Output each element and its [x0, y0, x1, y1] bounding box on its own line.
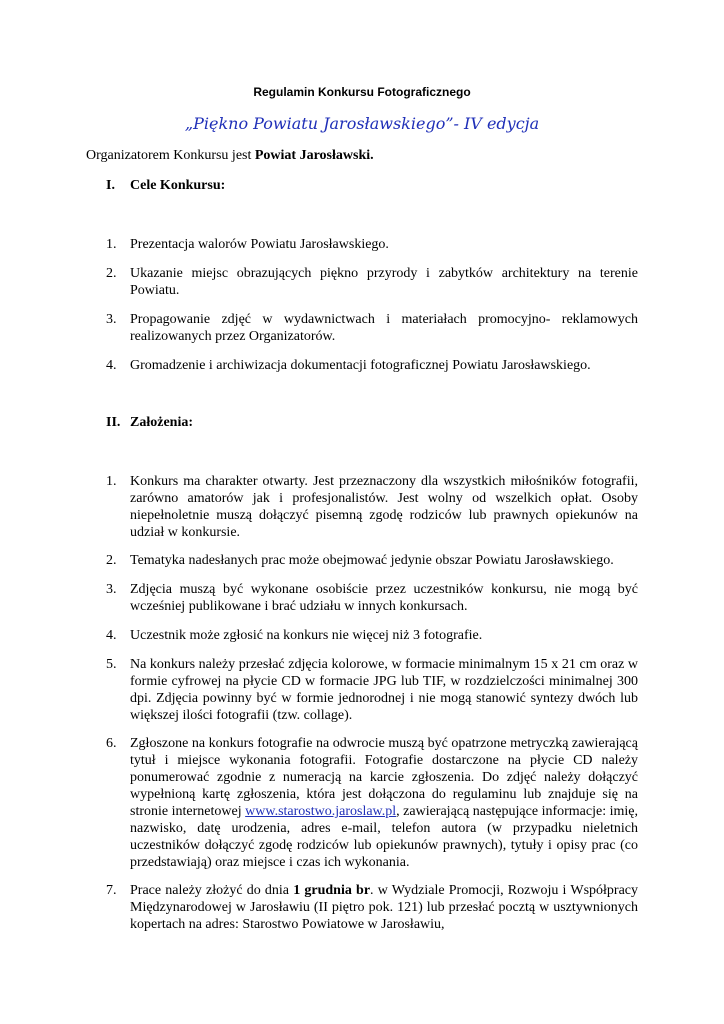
- section-title: Cele Konkursu:: [130, 178, 226, 193]
- item-number: 5.: [106, 657, 117, 672]
- item-number: 1.: [106, 237, 117, 252]
- section-number: I.: [106, 178, 115, 193]
- list-item: [106, 735, 638, 871]
- list-item: [106, 311, 638, 345]
- item-text: Ukazanie miejsc obrazujących piękno przyrody i zabytków architektury na terenie Powiatu.: [130, 266, 638, 298]
- item-number: 6.: [106, 736, 117, 751]
- document-subtitle: „Piękno Powiatu Jarosławskiego”- IV edycja: [184, 114, 540, 133]
- item-text: Propagowanie zdjęć w wydawnictwach i materiałach promocyjno- reklamowych realizowanych przez Organizatorów.: [130, 312, 638, 344]
- item-text-end: . w Wydziale Promocji, Rozwoju i Współpracy Międzynarodowej w Jarosławiu (II piętro pok. 121) lub przesłać pocztą w usztywnionych kopertach na adres: Starostwo Powiatowe w Jarosławiu,: [130, 883, 638, 932]
- section-heading-assumptions: [106, 415, 193, 431]
- list-item: [106, 236, 638, 253]
- section-number: II.: [106, 415, 121, 430]
- item-text: Prezentacja walorów Powiatu Jarosławskiego.: [130, 237, 389, 252]
- website-link[interactable]: www.starostwo.jaroslaw.pl: [245, 804, 397, 819]
- list-item: [106, 552, 638, 569]
- document-title: Regulamin Konkursu Fotograficznego: [253, 85, 471, 99]
- item-text-start: Prace należy złożyć do dnia: [130, 883, 294, 898]
- item-text: Na konkurs należy przesłać zdjęcia kolorowe, w formacie minimalnym 15 x 21 cm oraz w formie cyfrowej na płycie CD w formacie JPG lub TIF, w rozdzielczości minimalnej 300 dpi. Zdjęcia powinny być w formie jednorodnej i nie mogą stanowić syntezy dwóch lub większej ilości fotografii (tzw. collage).: [130, 657, 638, 723]
- item-number: 3.: [106, 582, 117, 597]
- item-text: Gromadzenie i archiwizacja dokumentacji fotograficznej Powiatu Jarosławskiego.: [130, 358, 591, 373]
- item-text: Zdjęcia muszą być wykonane osobiście przez uczestników konkursu, nie mogą być wcześniej publikowane i brać udziału w innych konkursach.: [130, 582, 638, 614]
- list-item: [106, 265, 638, 299]
- list-item: [106, 656, 638, 724]
- list-item: [106, 882, 638, 933]
- list-item: [106, 357, 638, 374]
- item-text-start: Zgłoszone na konkurs fotografie na odwrocie muszą być opatrzone metryczką zawierającą tytuł i miejsce wykonania fotografii. Fotografie dostarczone na płycie CD należy ponumerować zgodnie z numeracją na karcie zgłoszenia. Do zdjęć należy dołączyć wypełnioną kartę zgłoszenia, która jest dołączona do regulaminu lub znajduje się na stronie internetowej: [130, 736, 638, 819]
- item-number: 4.: [106, 628, 117, 643]
- item-text: Uczestnik może zgłosić na konkurs nie więcej niż 3 fotografie.: [130, 628, 483, 643]
- organizer-name: Powiat Jarosławski.: [254, 148, 374, 163]
- organizer-line: [86, 148, 374, 164]
- section-heading-goals: [106, 178, 225, 194]
- deadline-date: 1 grudnia br: [293, 883, 371, 898]
- list-item: [106, 473, 638, 541]
- item-number: 2.: [106, 553, 117, 568]
- item-number: 2.: [106, 266, 117, 281]
- item-number: 7.: [106, 883, 117, 898]
- item-number: 3.: [106, 312, 117, 327]
- item-number: 1.: [106, 474, 117, 489]
- organizer-prefix: Organizatorem Konkursu jest: [86, 148, 255, 163]
- list-item: [106, 581, 638, 615]
- section-title: Założenia:: [130, 415, 193, 430]
- item-number: 4.: [106, 358, 117, 373]
- item-text: Tematyka nadesłanych prac może obejmować jedynie obszar Powiatu Jarosławskiego.: [130, 553, 614, 568]
- list-item: [106, 627, 638, 644]
- item-text-end: , zawierającą następujące informacje: imię, nazwisko, datę urodzenia, adres e-mail, telefon autora (w przypadku nieletnich uczestników dołączyć zgodę rodziców lub opiekunów prawnych), tytuły i opisy prac (co przedstawiają) oraz miejsce i czas ich wykonania.: [130, 804, 638, 870]
- item-text: Konkurs ma charakter otwarty. Jest przeznaczony dla wszystkich miłośników fotografii, zarówno amatorów jak i profesjonalistów. Jest wolny od wszelkich opłat. Osoby niepełnoletnie muszą dołączyć pisemną zgodę rodziców lub prawnych opiekunów na udział w konkursie.: [130, 474, 638, 540]
